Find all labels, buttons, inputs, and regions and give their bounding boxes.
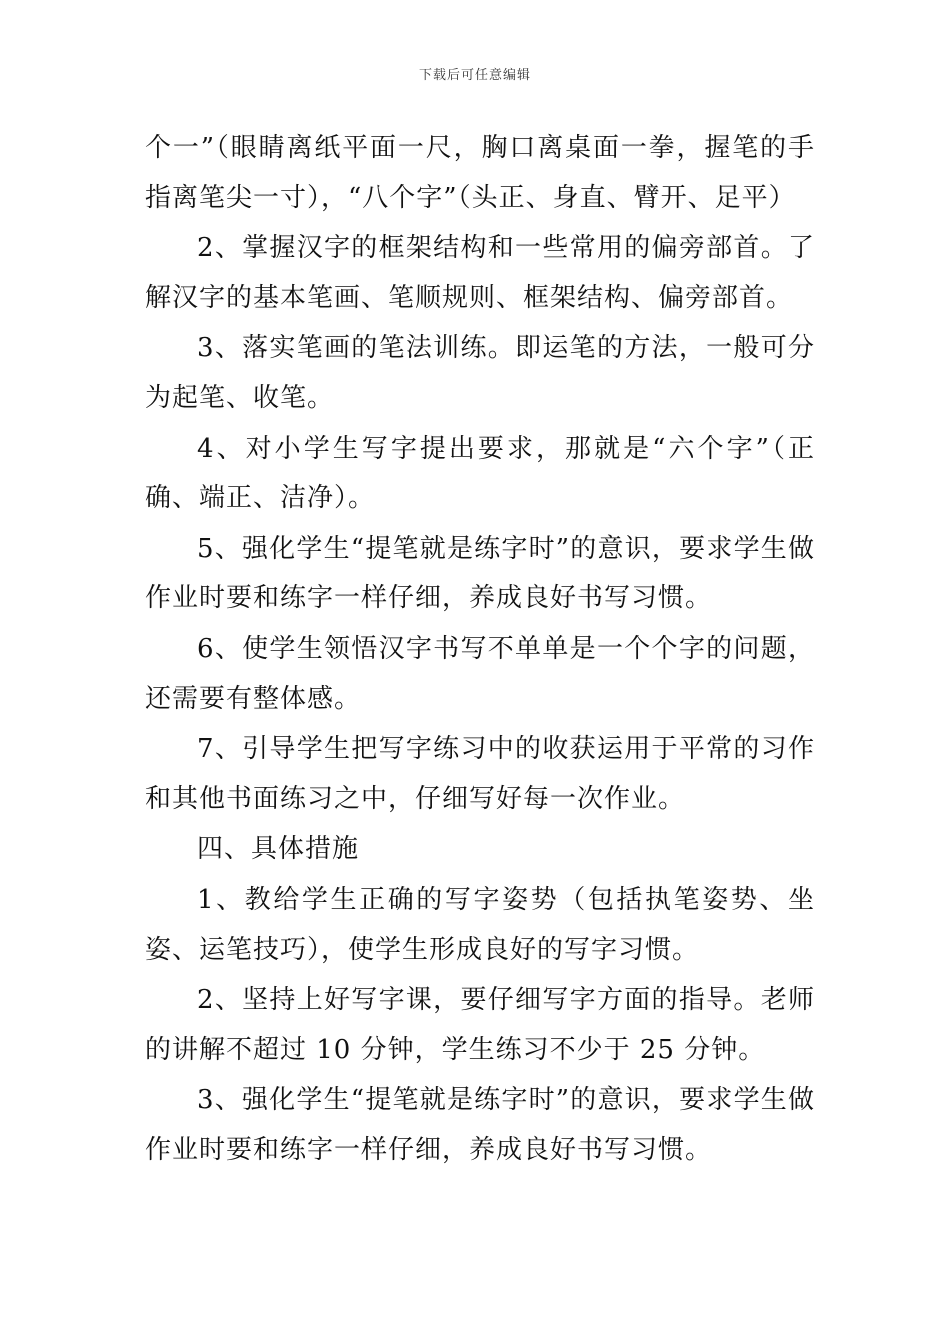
paragraph-item-4: 4、对小学生写字提出要求，那就是“六个字”（正确、端正、洁净）。 bbox=[145, 433, 815, 514]
paragraph-item-5: 5、强化学生“提笔就是练字时”的意识，要求学生做作业时要和练字一样仔细，养成良好书写习惯。 bbox=[145, 533, 815, 614]
paragraph-measure-3: 3、强化学生“提笔就是练字时”的意识，要求学生做作业时要和练字一样仔细，养成良好书写习惯。 bbox=[145, 1085, 815, 1165]
paragraph-posture-rules: 个一”（眼睛离纸平面一尺，胸口离桌面一拳，握笔的手指离笔尖一寸），“八个字”（头正、身直、臂开、足平） bbox=[145, 133, 815, 213]
paragraph-item-2: 2、掌握汉字的框架结构和一些常用的偏旁部首。了解汉字的基本笔画、笔顺规则、框架结构、偏旁部首。 bbox=[145, 233, 815, 313]
paragraph-measure-1: 1、教给学生正确的写字姿势（包括执笔姿势、坐姿、运笔技巧），使学生形成良好的写字习惯。 bbox=[145, 884, 815, 965]
paragraph-item-3: 3、落实笔画的笔法训练。即运笔的方法，一般可分为起笔、收笔。 bbox=[145, 333, 815, 413]
paragraph-item-7: 7、引导学生把写字练习中的收获运用于平常的习作和其他书面练习之中，仔细写好每一次作业。 bbox=[145, 734, 815, 814]
page-header: 下载后可任意编辑 bbox=[418, 68, 531, 83]
paragraph-item-6: 6、使学生领悟汉字书写不单单是一个个字的问题，还需要有整体感。 bbox=[145, 633, 815, 714]
paragraph-measure-2: 2、坚持上好写字课，要仔细写字方面的指导。老师的讲解不超过 10 分钟，学生练习不少于 25 分钟。 bbox=[145, 985, 815, 1065]
section-heading-measures: 四、具体措施 bbox=[197, 834, 360, 865]
document-body bbox=[145, 124, 815, 1176]
